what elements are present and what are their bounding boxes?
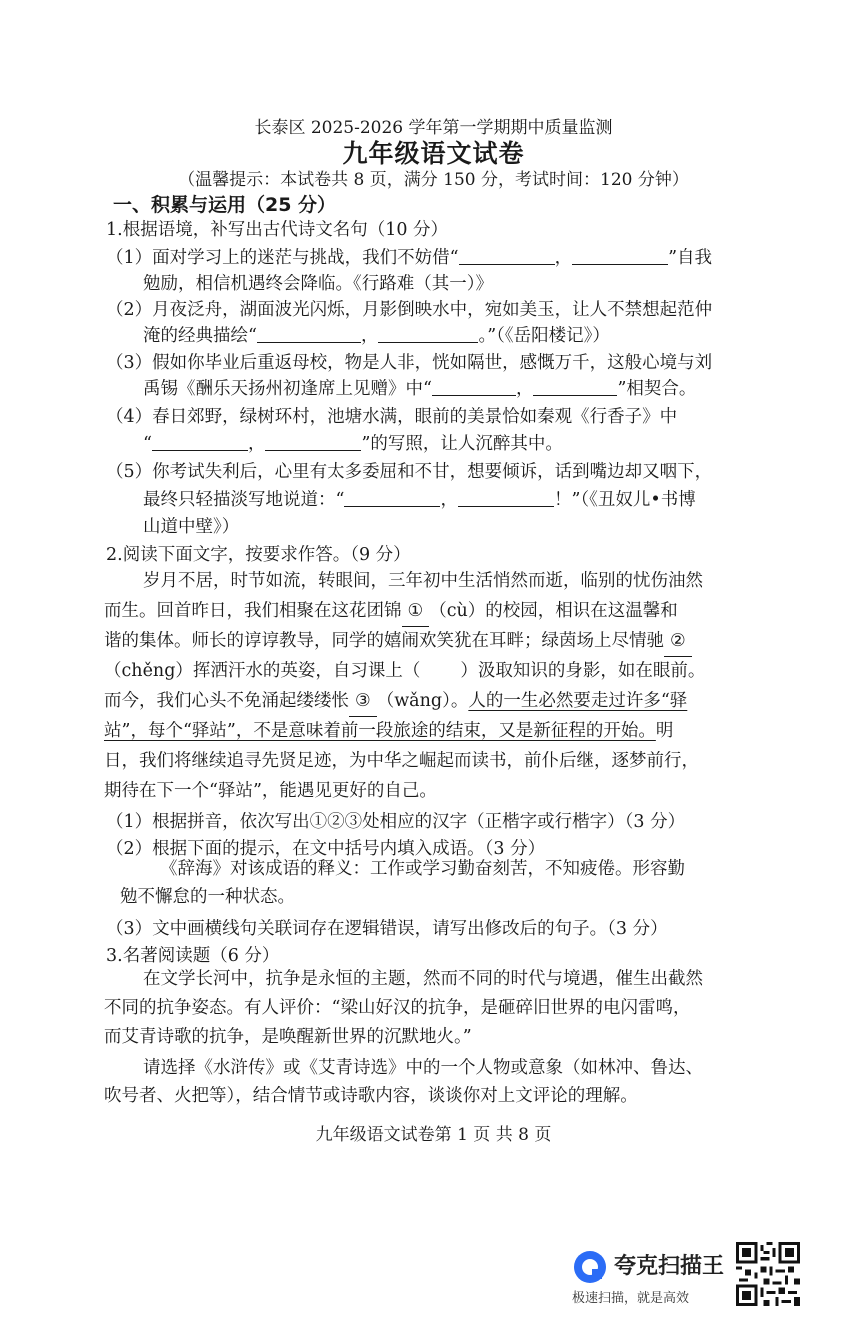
q2-passage-line-4 [104,656,705,686]
watermark-slogan: 极速扫描，就是高效 [572,1291,690,1306]
q1-item-2-line1: （2）月夜泛舟，湖面波光闪烁，月影倒映水中，宛如美玉，让人不禁想起范仲 [106,300,713,320]
blank-marker-1[interactable]: ① [402,596,430,627]
q2-text: （chěng）挥洒汗水的英姿，自习课上（ [104,661,421,681]
q3-passage-line-1: 在文学长河中，抗争是永恒的主题，然而不同的时代与境遇，催生出截然 [143,969,703,989]
q1-item-3-line2 [143,375,696,400]
q2-sub-1: （1）根据拼音，依次写出①②③处相应的汉字（正楷字或行楷字）（3 分） [106,812,686,832]
q2-text: （cù）的校园，相识在这温馨和 [429,601,678,621]
question-1-stem: 1.根据语境，补写出古代诗文名句（10 分） [106,220,449,240]
q1-item-2-line2 [143,322,610,347]
answer-blank[interactable] [432,377,516,396]
q1-item-5-line2 [143,486,696,511]
q2-sub-3: （3）文中画横线句关联词存在逻辑错误，请写出修改后的句子。（3 分） [106,919,668,939]
q2-text: 谐的集体。师长的谆谆教导，同学的嬉闹欢笑犹在耳畔；绿茵场上尽情驰 [104,631,664,651]
q1-item-3-text-d: ”相契合。 [617,379,697,399]
answer-blank[interactable] [265,432,361,451]
q2-text: ）汲取知识的身影，如在眼前。 [460,661,706,681]
q2-hint-line-1: 《辞海》对该成语的释义：工作或学习勤奋刻苦，不知疲倦。形容勤 [160,859,685,879]
q1-item-1-text-b: ， [554,248,573,268]
exam-subtitle: 长泰区 2025-2026 学年第一学期期中质量监测 [254,118,613,138]
q2-passage-line-7: 日，我们将继续追寻先贤足迹，为中华之崛起而读书，前仆后继，逐梦前行， [104,751,699,771]
exam-title: 九年级语文试卷 [342,139,525,168]
q2-passage-line-2 [104,596,678,627]
q1-item-5-text-c: ， [440,490,458,510]
q1-item-4-line2 [143,430,563,455]
section-heading: 一、积累与运用（25 分） [113,194,337,216]
quark-logo-icon [572,1249,608,1285]
q2-passage-line-8: 期待在下一个“驿站”，能遇见更好的自己。 [104,781,437,801]
q1-item-2-text-c: ， [360,326,379,346]
q3-prompt-line-1: 请选择《水浒传》或《艾青诗选》中的一个人物或意象（如林冲、鲁达、 [143,1058,703,1078]
question-3-stem: 3.名著阅读题（6 分） [106,946,280,966]
q2-text: 而今，我们心头不免涌起缕缕怅 [104,691,349,711]
blank-marker-2[interactable]: ② [664,626,692,657]
q2-text: （wǎng）。 [376,691,469,711]
q1-item-5-text-b: 最终只轻描淡写地说道：“ [143,490,345,510]
answer-blank[interactable] [533,377,617,396]
q3-passage-line-2: 不同的抗争姿态。有人评价：“梁山好汉的抗争，是砸碎旧世界的电闪雷鸣， [104,998,691,1018]
q1-item-5-line3: 山道中壁》） [143,517,240,537]
scanner-watermark [572,1247,732,1307]
answer-blank[interactable] [572,246,668,265]
q1-item-1-line1 [106,244,712,269]
q1-item-4-text-c: ， [247,434,266,454]
underlined-sentence: 站”，每个“驿站”，不是意味着前一段旅途的结束，又是新征程的开始。 [104,721,656,741]
q1-item-1-line2: 勉励，相信机遇终会降临。《行路难（其一）》 [143,274,493,294]
q2-text: 明 [655,721,674,741]
question-2-stem: 2.阅读下面文字，按要求作答。（9 分） [106,545,411,565]
page-footer: 九年级语文试卷第 1 页 共 8 页 [315,1125,552,1145]
q1-item-3-text-c: ， [515,379,534,399]
q1-item-4-text-b: “ [143,434,152,454]
answer-blank[interactable] [152,432,248,451]
q3-prompt-line-2: 吹号者、火把等），结合情节或诗歌内容，谈谈你对上文评论的理解。 [104,1086,638,1106]
exam-tip: （温馨提示：本试卷共 8 页，满分 150 分，考试时间：120 分钟） [178,170,689,190]
q3-passage-line-3: 而艾青诗歌的抗争，是唤醒新世界的沉默地火。” [104,1027,472,1047]
watermark-brand-name: 夸克扫描王 [614,1254,725,1279]
answer-blank[interactable] [344,488,440,507]
answer-blank[interactable] [459,246,555,265]
q1-item-3-text-b: 禹锡《酬乐天扬州初逢席上见赠》中“ [143,379,432,399]
q1-item-1-text-c: ”自我 [668,248,713,268]
answer-blank[interactable] [257,324,361,343]
q1-item-5-line1: （5）你考试失利后，心里有太多委屈和不甘，想要倾诉，话到嘴边却又咽下， [106,462,713,482]
q1-item-4-text-d: ”的写照，让人沉醉其中。 [361,434,563,454]
q1-item-5-text-d: ！”（《丑奴儿•书博 [553,490,696,510]
qr-code-icon [736,1242,800,1306]
q2-sub-2: （2）根据下面的提示，在文中括号内填入成语。（3 分） [106,839,546,859]
answer-blank[interactable] [378,324,478,343]
q1-item-4-line1: （4）春日郊野，绿树环村，池塘水满，眼前的美景恰如秦观《行香子》中 [106,407,678,427]
q2-passage-line-5 [104,686,687,717]
underlined-sentence: 人的一生必然要走过许多“驿 [468,691,688,711]
q2-hint-line-2: 勉不懈怠的一种状态。 [120,887,295,907]
q1-item-2-text-d: 。”（《岳阳楼记》） [478,326,610,346]
blank-marker-3[interactable]: ③ [349,686,377,717]
q1-item-1-text-a: （1）面对学习上的迷茫与挑战，我们不妨借“ [106,248,459,268]
q2-passage-line-6 [104,716,673,746]
q2-passage-line-3 [104,626,692,657]
q1-item-2-text-b: 淹的经典描绘“ [143,326,257,346]
q1-item-3-line1: （3）假如你毕业后重返母校，物是人非，恍如隔世，感慨万千，这般心境与刘 [106,353,713,373]
answer-blank[interactable] [458,488,554,507]
q2-passage-line-1: 岁月不居，时节如流，转眼间，三年初中生活悄然而逝，临别的忧伤油然 [143,571,703,591]
q2-text: 而生。回首昨日，我们相聚在这花团锦 [104,601,402,621]
